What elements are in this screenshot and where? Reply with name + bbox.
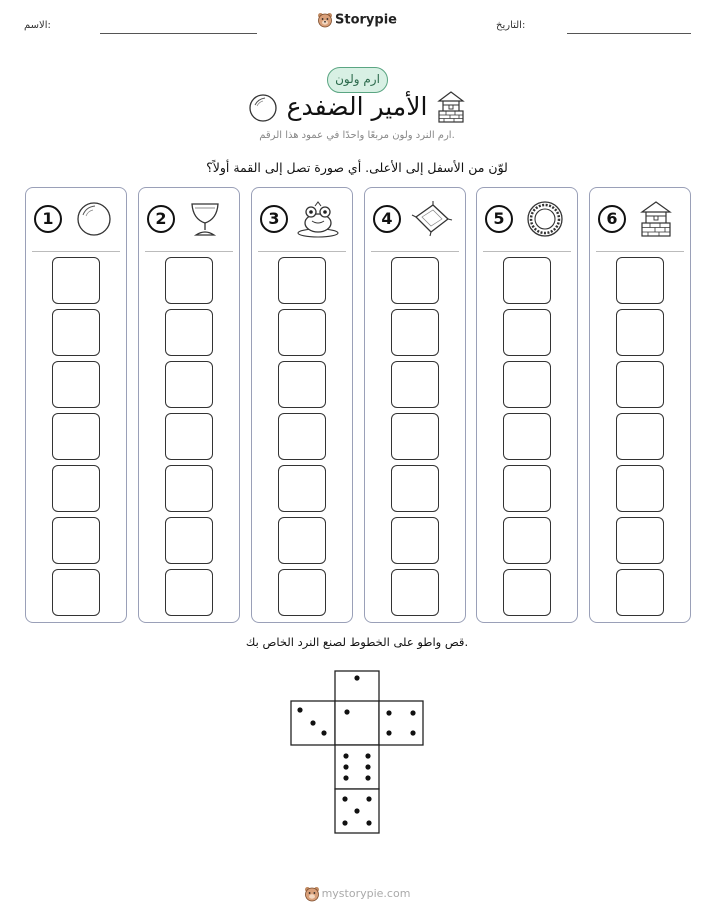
pillow-icon: [409, 199, 453, 239]
column-number: 4: [373, 205, 401, 233]
page-title: الأمير الضفدع: [286, 92, 428, 121]
name-line: [100, 33, 257, 34]
column-divider: [596, 251, 684, 252]
activity-badge: ارم ولون: [327, 67, 388, 93]
color-box[interactable]: [503, 257, 551, 304]
color-box[interactable]: [391, 517, 439, 564]
pip: [410, 730, 415, 735]
dice-net: [290, 670, 426, 836]
plate-icon: [521, 199, 565, 239]
frog-icon: [296, 199, 340, 239]
color-box[interactable]: [616, 361, 664, 408]
column-5: [476, 187, 578, 623]
color-box[interactable]: [616, 569, 664, 616]
dice-face-center: [335, 701, 379, 745]
color-box[interactable]: [391, 569, 439, 616]
golden-ball-icon: [70, 199, 114, 239]
pip: [386, 730, 391, 735]
color-box[interactable]: [391, 257, 439, 304]
name-label: الاسم:: [24, 20, 51, 31]
pip: [366, 796, 371, 801]
color-box[interactable]: [503, 569, 551, 616]
color-box[interactable]: [278, 361, 326, 408]
color-box[interactable]: [165, 361, 213, 408]
bear-logo-icon: [304, 886, 320, 902]
pip: [342, 796, 347, 801]
pip: [365, 753, 370, 758]
column-4: [364, 187, 466, 623]
brand-name: Storypie: [335, 12, 397, 28]
pip: [343, 753, 348, 758]
pip: [366, 820, 371, 825]
footer-url[interactable]: mystorypie.com: [321, 887, 411, 900]
well-icon: [634, 199, 678, 239]
column-number: 5: [485, 205, 513, 233]
date-line: [567, 33, 691, 34]
color-box[interactable]: [616, 413, 664, 460]
color-box[interactable]: [278, 257, 326, 304]
color-box[interactable]: [616, 465, 664, 512]
pip: [342, 820, 347, 825]
well-title-icon: [436, 90, 466, 124]
bear-logo-icon: [317, 12, 333, 28]
color-box[interactable]: [278, 309, 326, 356]
column-divider: [258, 251, 346, 252]
color-box[interactable]: [616, 257, 664, 304]
column-2: [138, 187, 240, 623]
color-box[interactable]: [52, 517, 100, 564]
color-box[interactable]: [503, 361, 551, 408]
color-box[interactable]: [391, 361, 439, 408]
color-box[interactable]: [391, 413, 439, 460]
column-divider: [371, 251, 459, 252]
dice-face-right: [379, 701, 423, 745]
color-box[interactable]: [616, 309, 664, 356]
cut-instruction: قص واطو على الخطوط لصنع النرد الخاص بك.: [245, 635, 469, 649]
pip: [297, 707, 302, 712]
brand-logo: [0, 12, 714, 28]
color-box[interactable]: [52, 361, 100, 408]
column-3: [251, 187, 353, 623]
column-number: 6: [598, 205, 626, 233]
color-box[interactable]: [503, 465, 551, 512]
subtitle: ارم النرد ولون مربعًا واحدًا في عمود هذا الرقم.: [259, 130, 455, 141]
color-box[interactable]: [52, 413, 100, 460]
pip: [343, 764, 348, 769]
footer: [0, 886, 714, 902]
dice-face-lower: [335, 745, 379, 789]
color-box[interactable]: [52, 309, 100, 356]
pip: [386, 710, 391, 715]
pip: [410, 710, 415, 715]
goblet-icon: [183, 199, 227, 239]
color-box[interactable]: [165, 465, 213, 512]
color-box[interactable]: [165, 257, 213, 304]
column-divider: [145, 251, 233, 252]
color-box[interactable]: [52, 257, 100, 304]
color-box[interactable]: [616, 517, 664, 564]
color-box[interactable]: [165, 569, 213, 616]
column-number: 2: [147, 205, 175, 233]
pip: [343, 775, 348, 780]
pip: [365, 775, 370, 780]
color-box[interactable]: [52, 569, 100, 616]
color-box[interactable]: [278, 517, 326, 564]
pip: [321, 730, 326, 735]
color-box[interactable]: [278, 465, 326, 512]
column-1: [25, 187, 127, 623]
color-box[interactable]: [503, 309, 551, 356]
column-divider: [483, 251, 571, 252]
pip: [344, 709, 349, 714]
color-box[interactable]: [391, 309, 439, 356]
date-label: التاريخ:: [496, 20, 526, 31]
column-divider: [32, 251, 120, 252]
column-number: 1: [34, 205, 62, 233]
pip: [354, 675, 359, 680]
instruction: لوّن من الأسفل إلى الأعلى. أي صورة تصل إلى القمة أولاً؟: [206, 160, 508, 175]
color-box[interactable]: [165, 413, 213, 460]
color-box[interactable]: [278, 569, 326, 616]
pip: [310, 720, 315, 725]
color-box[interactable]: [165, 309, 213, 356]
color-box[interactable]: [503, 413, 551, 460]
color-box[interactable]: [278, 413, 326, 460]
column-number: 3: [260, 205, 288, 233]
pip: [365, 764, 370, 769]
color-box[interactable]: [503, 517, 551, 564]
pip: [354, 808, 359, 813]
color-box[interactable]: [391, 465, 439, 512]
column-6: [589, 187, 691, 623]
color-box[interactable]: [165, 517, 213, 564]
color-box[interactable]: [52, 465, 100, 512]
